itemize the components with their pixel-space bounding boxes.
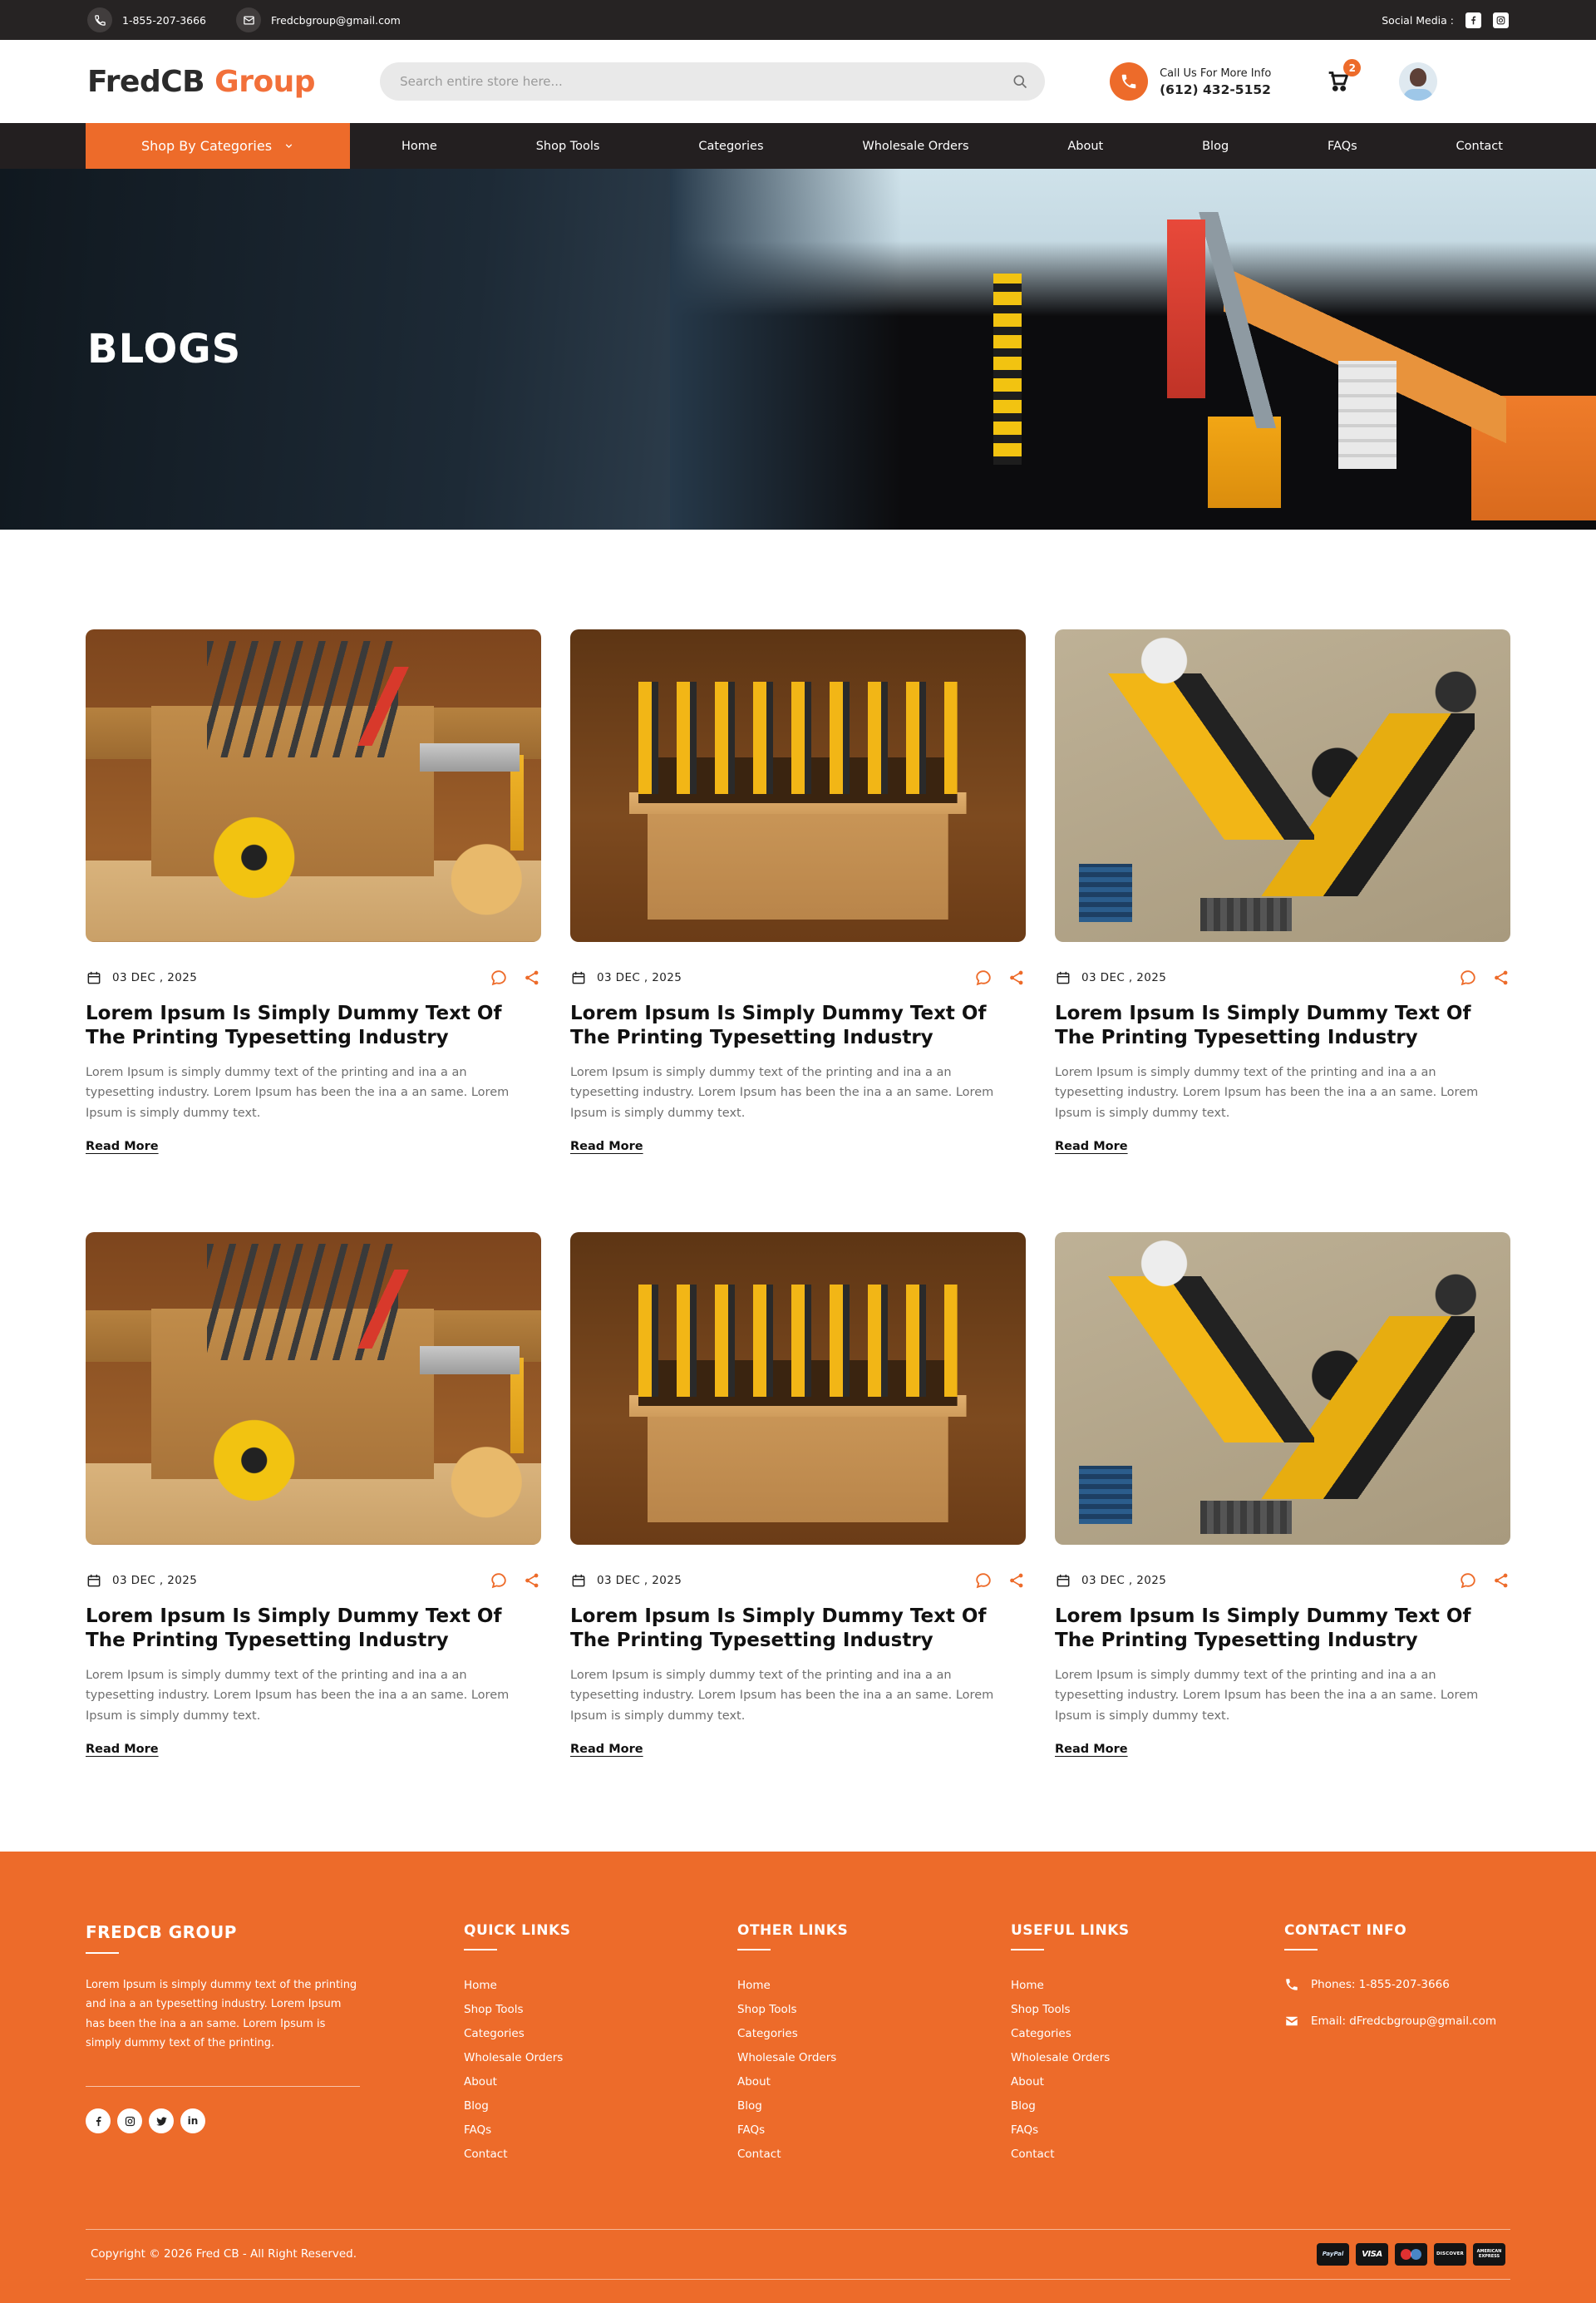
calendar-icon	[86, 1572, 102, 1589]
phone-icon	[1284, 1977, 1299, 1992]
read-more-link[interactable]: Read More	[570, 1742, 643, 1756]
footer-link[interactable]: Contact	[737, 2147, 781, 2161]
calendar-icon	[1055, 969, 1071, 986]
blog-card-meta	[86, 1571, 541, 1590]
twitter-icon[interactable]	[149, 2108, 174, 2133]
mail-icon	[1284, 2014, 1299, 2029]
footer-link[interactable]: About	[1011, 2074, 1044, 2088]
instagram-icon[interactable]	[1493, 12, 1509, 28]
blog-card-image[interactable]	[86, 629, 541, 942]
nav-item[interactable]: Shop Tools	[535, 139, 600, 153]
shop-by-categories-label: Shop By Categories	[140, 138, 273, 154]
footer-quick-links	[464, 1922, 737, 2167]
share-icon[interactable]	[1007, 969, 1026, 987]
payment-method-icon	[1395, 2243, 1427, 2266]
instagram-icon[interactable]	[117, 2108, 142, 2133]
footer-column-title: OTHER LINKS	[737, 1921, 849, 1939]
logo[interactable]	[87, 65, 315, 99]
heading-underline	[737, 1949, 771, 1950]
nav-item[interactable]: Home	[401, 139, 437, 153]
footer-link[interactable]: Shop Tools	[464, 2002, 524, 2016]
footer-brand-title: FREDCB GROUP	[86, 1921, 237, 1942]
footer-email-row[interactable]	[1284, 2014, 1510, 2029]
blog-title[interactable]: Lorem Ipsum Is Simply Dummy Text Of The Printing Typesetting Industry	[86, 1003, 502, 1049]
calendar-icon	[570, 969, 587, 986]
footer-other-links	[737, 1922, 1011, 2167]
footer-email-text: Email: dFredcbgroup@gmail.com	[1311, 2014, 1497, 2028]
nav-item[interactable]: About	[1067, 139, 1104, 153]
blog-card-image[interactable]	[1055, 629, 1510, 942]
blog-date: 03 DEC , 2025	[597, 1573, 682, 1587]
heading-underline	[464, 1949, 497, 1950]
footer	[0, 1852, 1596, 2303]
facebook-icon[interactable]	[86, 2108, 111, 2133]
footer-link[interactable]: Wholesale Orders	[464, 2050, 564, 2064]
footer-contact-column	[1284, 1922, 1510, 2167]
footer-link[interactable]: Blog	[737, 2098, 762, 2113]
topbar	[0, 0, 1596, 40]
blog-date: 03 DEC , 2025	[1081, 971, 1167, 984]
avatar-shirt	[1403, 89, 1433, 101]
user-avatar[interactable]	[1399, 62, 1437, 101]
footer-link[interactable]: About	[737, 2074, 771, 2088]
topbar-phone[interactable]	[87, 7, 206, 32]
blog-card	[570, 1232, 1026, 1756]
call-us-number[interactable]: (612) 432-5152	[1160, 81, 1271, 97]
footer-column-title: QUICK LINKS	[464, 1921, 571, 1939]
comment-icon[interactable]	[490, 1571, 508, 1590]
blog-card-image[interactable]	[1055, 1232, 1510, 1545]
footer-contact-title: CONTACT INFO	[1284, 1921, 1407, 1939]
topbar-email[interactable]	[236, 7, 401, 32]
footer-link[interactable]: Categories	[737, 2026, 798, 2040]
footer-about-text: Lorem Ipsum is simply dummy text of the printing and ina a an typesetting industry. Lorem Ipsum has been the ina a an same. Lorem Ipsum is simply dummy text of the printing.	[86, 1978, 357, 2050]
footer-padding	[86, 2280, 1510, 2303]
blog-card-image[interactable]	[570, 629, 1026, 942]
read-more-link[interactable]: Read More	[1055, 1139, 1128, 1153]
calendar-icon	[570, 1572, 587, 1589]
blog-card-image[interactable]	[86, 1232, 541, 1545]
footer-phone-row[interactable]	[1284, 1977, 1510, 1992]
heading-underline	[1011, 1949, 1044, 1950]
blog-card	[86, 629, 541, 1153]
blog-card-meta	[1055, 1571, 1510, 1590]
footer-link[interactable]: Home	[737, 1978, 771, 1992]
search-input[interactable]	[400, 74, 1012, 89]
page-title: BLOGS	[87, 326, 242, 372]
blog-grid	[0, 530, 1596, 1852]
nav-item[interactable]: Wholesale Orders	[862, 139, 969, 153]
heading-underline	[86, 1952, 119, 1954]
hero-banner	[0, 169, 1596, 530]
footer-link[interactable]: Categories	[1011, 2026, 1071, 2040]
cart-count-badge: 2	[1343, 59, 1361, 76]
nav-list	[350, 123, 1596, 169]
footer-link[interactable]: About	[464, 2074, 497, 2088]
phone-call-icon	[1110, 62, 1148, 101]
blog-title[interactable]: Lorem Ipsum Is Simply Dummy Text Of The Printing Typesetting Industry	[1055, 1003, 1471, 1049]
footer-link[interactable]: Home	[464, 1978, 497, 1992]
copyright-text: Copyright © 2026 Fred CB - All Right Reserved.	[91, 2247, 357, 2261]
share-icon[interactable]	[523, 1571, 541, 1590]
blog-title[interactable]: Lorem Ipsum Is Simply Dummy Text Of The Printing Typesetting Industry	[570, 1003, 987, 1049]
calendar-icon	[1055, 1572, 1071, 1589]
payment-method-icon: DISCOVER	[1434, 2243, 1466, 2266]
read-more-link[interactable]: Read More	[570, 1139, 643, 1153]
footer-link[interactable]: Blog	[464, 2098, 489, 2113]
cart-button[interactable]	[1324, 62, 1356, 97]
footer-socials	[86, 2108, 360, 2133]
blog-card	[570, 629, 1026, 1153]
blog-card-meta	[570, 969, 1026, 987]
blog-card-meta	[570, 1571, 1026, 1590]
footer-link[interactable]: Home	[1011, 1978, 1044, 1992]
blog-card-image[interactable]	[570, 1232, 1026, 1545]
heading-underline	[1284, 1949, 1318, 1950]
blog-title[interactable]: Lorem Ipsum Is Simply Dummy Text Of The Printing Typesetting Industry	[86, 1605, 502, 1652]
blog-card	[1055, 1232, 1510, 1756]
facebook-icon[interactable]	[1465, 12, 1481, 28]
read-more-link[interactable]: Read More	[86, 1139, 159, 1153]
payment-method-icon: AMERICAN EXPRESS	[1473, 2243, 1505, 2266]
footer-link[interactable]: Wholesale Orders	[737, 2050, 837, 2064]
footer-link[interactable]: Categories	[464, 2026, 525, 2040]
payment-method-icon: PayPal	[1317, 2243, 1349, 2266]
footer-brand-column	[86, 1922, 360, 2167]
nav-item[interactable]: Blog	[1202, 139, 1229, 153]
blog-excerpt: Lorem Ipsum is simply dummy text of the printing and ina a an typesetting industry. Lorem Ipsum has been the ina a an same. Lorem Ipsum is simply dummy text.	[1055, 1668, 1479, 1723]
comment-icon[interactable]	[974, 1571, 993, 1590]
phone-icon	[87, 7, 112, 32]
search-bar	[380, 62, 1045, 101]
blog-card	[86, 1232, 541, 1756]
header	[0, 40, 1596, 123]
logo-accent: Group	[214, 64, 316, 99]
blog-excerpt: Lorem Ipsum is simply dummy text of the printing and ina a an typesetting industry. Lorem Ipsum has been the ina a an same. Lorem Ipsum is simply dummy text.	[86, 1668, 510, 1723]
shop-by-categories-button[interactable]	[86, 123, 350, 169]
blog-excerpt: Lorem Ipsum is simply dummy text of the printing and ina a an typesetting industry. Lorem Ipsum has been the ina a an same. Lorem Ipsum is simply dummy text.	[570, 1668, 994, 1723]
blog-card	[1055, 629, 1510, 1153]
comment-icon[interactable]	[490, 969, 508, 987]
nav-item[interactable]: Contact	[1456, 139, 1503, 153]
social-media-label: Social Media :	[1382, 13, 1454, 27]
calendar-icon	[86, 969, 102, 986]
blog-excerpt: Lorem Ipsum is simply dummy text of the printing and ina a an typesetting industry. Lorem Ipsum has been the ina a an same. Lorem Ipsum is simply dummy text.	[1055, 1065, 1479, 1120]
footer-link[interactable]: Blog	[1011, 2098, 1036, 2113]
blog-card-meta	[1055, 969, 1510, 987]
comment-icon[interactable]	[1459, 969, 1477, 987]
comment-icon[interactable]	[974, 969, 993, 987]
footer-link[interactable]: FAQs	[737, 2123, 766, 2137]
footer-column-title: USEFUL LINKS	[1011, 1921, 1130, 1939]
payment-methods	[1317, 2243, 1505, 2266]
blog-title[interactable]: Lorem Ipsum Is Simply Dummy Text Of The Printing Typesetting Industry	[1055, 1605, 1471, 1652]
share-icon[interactable]	[523, 969, 541, 987]
footer-phone-text: Phones: 1-855-207-3666	[1311, 1977, 1450, 1991]
search-icon[interactable]	[1012, 73, 1028, 90]
read-more-link[interactable]: Read More	[1055, 1742, 1128, 1756]
call-us-block	[1110, 62, 1271, 101]
blog-title[interactable]: Lorem Ipsum Is Simply Dummy Text Of The Printing Typesetting Industry	[570, 1605, 987, 1652]
blog-card-meta	[86, 969, 541, 987]
footer-bottom-bar	[86, 2229, 1510, 2280]
blog-date: 03 DEC , 2025	[112, 971, 198, 984]
footer-link[interactable]: Contact	[1011, 2147, 1055, 2161]
call-us-label: Call Us For More Info	[1160, 67, 1272, 81]
linkedin-icon[interactable]: in	[180, 2108, 205, 2133]
mail-icon	[236, 7, 261, 32]
footer-link[interactable]: Wholesale Orders	[1011, 2050, 1111, 2064]
nav-item[interactable]: FAQs	[1328, 139, 1357, 153]
read-more-link[interactable]: Read More	[86, 1742, 159, 1756]
footer-divider	[86, 2086, 360, 2087]
blog-excerpt: Lorem Ipsum is simply dummy text of the printing and ina a an typesetting industry. Lorem Ipsum has been the ina a an same. Lorem Ipsum is simply dummy text.	[86, 1065, 510, 1120]
footer-useful-links	[1011, 1922, 1284, 2167]
blog-excerpt: Lorem Ipsum is simply dummy text of the printing and ina a an typesetting industry. Lorem Ipsum has been the ina a an same. Lorem Ipsum is simply dummy text.	[570, 1065, 994, 1120]
avatar-head	[1410, 68, 1426, 86]
footer-link[interactable]: Shop Tools	[737, 2002, 797, 2016]
topbar-phone-label: 1-855-207-3666	[122, 13, 207, 27]
chevron-down-icon	[283, 141, 294, 151]
share-icon[interactable]	[1492, 969, 1510, 987]
hero-tools-image	[670, 169, 1596, 530]
share-icon[interactable]	[1007, 1571, 1026, 1590]
footer-link[interactable]: Contact	[464, 2147, 508, 2161]
blog-date: 03 DEC , 2025	[112, 1573, 198, 1587]
share-icon[interactable]	[1492, 1571, 1510, 1590]
blog-date: 03 DEC , 2025	[1081, 1573, 1167, 1587]
main-nav	[0, 123, 1596, 169]
comment-icon[interactable]	[1459, 1571, 1477, 1590]
footer-link[interactable]: FAQs	[1011, 2123, 1039, 2137]
payment-method-icon: VISA	[1356, 2243, 1388, 2266]
topbar-email-label: Fredcbgroup@gmail.com	[271, 13, 401, 27]
footer-link[interactable]: Shop Tools	[1011, 2002, 1071, 2016]
nav-item[interactable]: Categories	[698, 139, 764, 153]
blog-date: 03 DEC , 2025	[597, 971, 682, 984]
footer-link[interactable]: FAQs	[464, 2123, 492, 2137]
logo-primary: FredCB	[87, 64, 205, 99]
